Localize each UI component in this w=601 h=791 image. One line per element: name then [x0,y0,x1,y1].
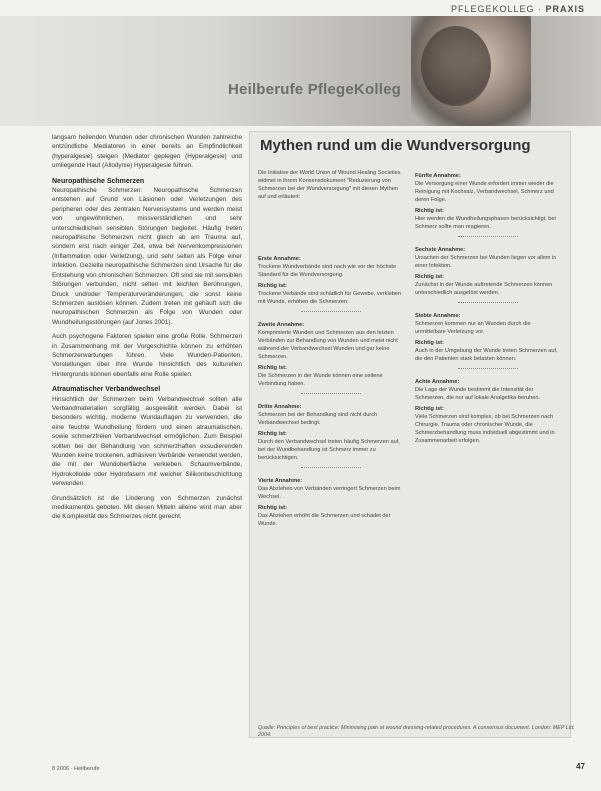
running-header-separator: · [534,4,546,14]
left-heading-2: Atraumatischer Verbandwechsel [52,386,161,394]
banner-portrait-shadow [421,26,491,106]
header-banner [0,16,601,126]
myth-item [415,312,561,369]
left-paragraph-4: Hinsichtlich der Schmerzen beim Verbandwechsel sollten alle Verbandmaterialien sorgfältig ausgewählt werden. Dabei ist besonders wichtig, moderne Wundauflagen zu verwenden, die eine feuchte Wundheilung fördern und einen atraumatischen, sowie schmerzfreien Verbandwechsel ermöglichen. Zum Beispiel sollten bei der Behandlung von schmerzhaften exsudierenden Wunden keine trockenen, adhäsiven Verbände verwendet werden, die mit der Wundoberfläche verkleben. Schaumverbände, Hydrokolloide oder Hydrofasern mit weicher Silikonbeschichtung verwenden. [52,395,242,488]
myth-text: Schmerzen kommen nur an Wunden durch die unmittelbare Verletzung vor. [415,321,531,335]
divider [458,368,518,369]
answer-label: Richtig ist: [415,340,444,346]
myth-item [415,172,561,237]
myth-text: Schmerzen bei der Behandlung sind nicht durch Verbandwechsel bedingt. [258,412,378,426]
answer-text: Viele Schmerzen sind komplex, ob bei Schmerzen nach Chirurgie, Trauma oder chronischer Wunde, die Schmerzbehandlung muss individuell abgestimmt und in Zusammenarbeit erfolgen. [415,414,555,444]
answer-text: Hier werden die Wundheilungsphasen berücksichtigt, bei Schmerz sollte man reagieren. [415,216,556,230]
answer-text: Auch in der Umgebung der Wunde treten Schmerzen auf, die den Patienten stark belasten können. [415,348,558,362]
myth-text: Komprimierte Wunden und Schmerzen aus den letzten Verbänden zur Behandlung von Wunden und meist nicht während der Verbandwechsel Wunden und gar keine Schmerzen. [258,330,398,360]
divider [301,311,361,312]
answer-text: Das Abziehen erhöht die Schmerzen und schadet der Wunde. [258,513,391,527]
answer-label: Richtig ist: [258,505,287,511]
myth-item [415,378,561,445]
left-paragraph-2: Neuropathische Schmerzen: Neuropathische Schmerzen entstehen auf Grund von Läsionen oder Verletzungen des peripheren oder des zentralen Nervensystems und werden meist von ungewöhnlichen, missverständlichen und sehr unterschiedlichen sensiblen Störungen begleitet. Häufig treten neuropathische Schmerzen nicht gleich ab am Trauma auf, sondern erst nach einiger Zeit, etwa bei Nervenkompressionen (Inflammation oder Verletzung), und sehr selten als Folge einer Infektion. Gezielte neuropathische Schmerzen sind Ursache für die Entstehung von chronischen Schmerzen. Oft sind sie mit sensiblen Störungen verbunden, nicht selten mit leichten Berührungen, Druck und/oder Temperaturveränderungen, die sonst keine Schmerzen auslösen können. Zudem treten mit gehäuft sich die neuropathischen Schmerzen als Folge von Wunden oder Wundheilungsstörungen (auf Jones 2001). [52,187,242,326]
running-header [451,4,585,14]
left-paragraph-5: Grundsätzlich ist die Linderung von Schmerzen zunächst medikamentös geboten. Mit diesen Mitteln alleine wird man aber die Komplexität des Schmerzes nicht gerecht. [52,494,242,521]
myth-text: Trockene Wundverbände sind nach wie vor der höchste Standard für die Wundversorgung. [258,264,397,278]
myth-text: Die Lage der Wunde bestimmt die Intensität der Schmerzen, die nur auf lokale Analgetika beruhen. [415,387,541,401]
box-intro: Die Initiative der World Union of Wound Healing Societies widmet in ihrem Konsensdokument "Reduzierung von Schmerzen bei der Wundversorgung" mit diesen Mythen auf und erläutert: [258,170,401,200]
divider [301,467,361,468]
page-number: 47 [576,762,585,771]
answer-label: Richtig ist: [415,274,444,280]
source-citation: Quelle: Principles of best practice: Minimising pain at wound dressing-related procedures. A consensus document. London: MEP Ltd, 2004. [258,725,575,739]
answer-text: Durch den Verbandwechsel treten häufig Schmerzen auf, bei der Wundbehandlung ist Schmerz immer zu berücksichtigen. [258,439,400,461]
divider [458,302,518,303]
answer-label: Richtig ist: [258,365,287,371]
answer-text: Zunächst in der Wunde auftretende Schmerzen können unterschiedlich ausgelöst werden. [415,282,553,296]
answer-label: Richtig ist: [258,431,287,437]
box-column-a [258,252,404,537]
banner-title: Heilberufe PflegeKolleg [228,81,401,98]
footer-issue: 8 2006 · Heilberufe [52,766,100,772]
myth-label: Vierte Annahme: [258,478,303,484]
myth-label: Dritte Annahme: [258,404,302,410]
running-header-section: PFLEGEKOLLEG [450,4,535,14]
myth-item [415,246,561,303]
myth-text: Ursachen der Schmerzen bei Wunden liegen vor allem in einer Infektion. [415,255,557,269]
left-paragraph-3: Auch psychogene Faktoren spielen eine große Rolle. Schmerzen in Zusammenhang mit der Vorgeschichte können zu erhöhten Schmerzerwartungen führen. Viele Wunden-Patienten, Vorstellungen über ihre Wunde hinsichtlich des kulturellen Hintergrunds können ebenfalls eine Rolle spielen. [52,333,242,378]
answer-text: Trockene Verbände sind schädlich für Gewebe, verkleben mit Wunde, erhöhen die Schmerzen. [258,291,402,305]
myth-label: Erste Annahme: [258,256,301,262]
myth-item [258,321,404,394]
myth-text: Das Abziehen von Verbänden verringert Schmerzen beim Wechsel. [258,486,401,500]
myth-label: Achte Annahme: [415,379,460,385]
answer-text: Die Schmerzen in der Wunde können eine seltene Verbindung haben. [258,373,383,387]
answer-label: Richtig ist: [415,208,444,214]
myth-label: Fünfte Annahme: [415,173,461,179]
myth-label: Siebte Annahme: [415,313,461,319]
myth-label: Zweite Annahme: [258,322,305,328]
left-paragraph-1: langsam heilenden Wunden oder chronischen Wunden zahlreiche entzündliche Mediatoren in einer bereits an Empfindlichkeit (hyperalgesie) steigen (Mediator geplegen (Hyperalgesie) und umliegende Haut (Allodynie) Hyperalgesie führen. [52,134,242,170]
divider [458,236,518,237]
myth-label: Sechste Annahme: [415,247,466,253]
answer-label: Richtig ist: [415,406,444,412]
left-heading-1: Neuropathische Schmerzen [52,177,145,185]
left-column [52,133,242,527]
divider [301,393,361,394]
answer-label: Richtig ist: [258,283,287,289]
myth-item [258,477,404,528]
box-title: Mythen rund um die Wundversorgung [260,137,531,154]
myth-text: Die Versorgung einer Wunde erfordert immer wieder die Reinigung mit Kochsalz, Verbandwechsel, Schmerz und deren Folge. [415,181,554,203]
box-column-b [415,169,561,454]
running-header-category: PRAXIS [545,4,585,14]
myth-item [258,403,404,468]
myth-item [258,255,404,312]
